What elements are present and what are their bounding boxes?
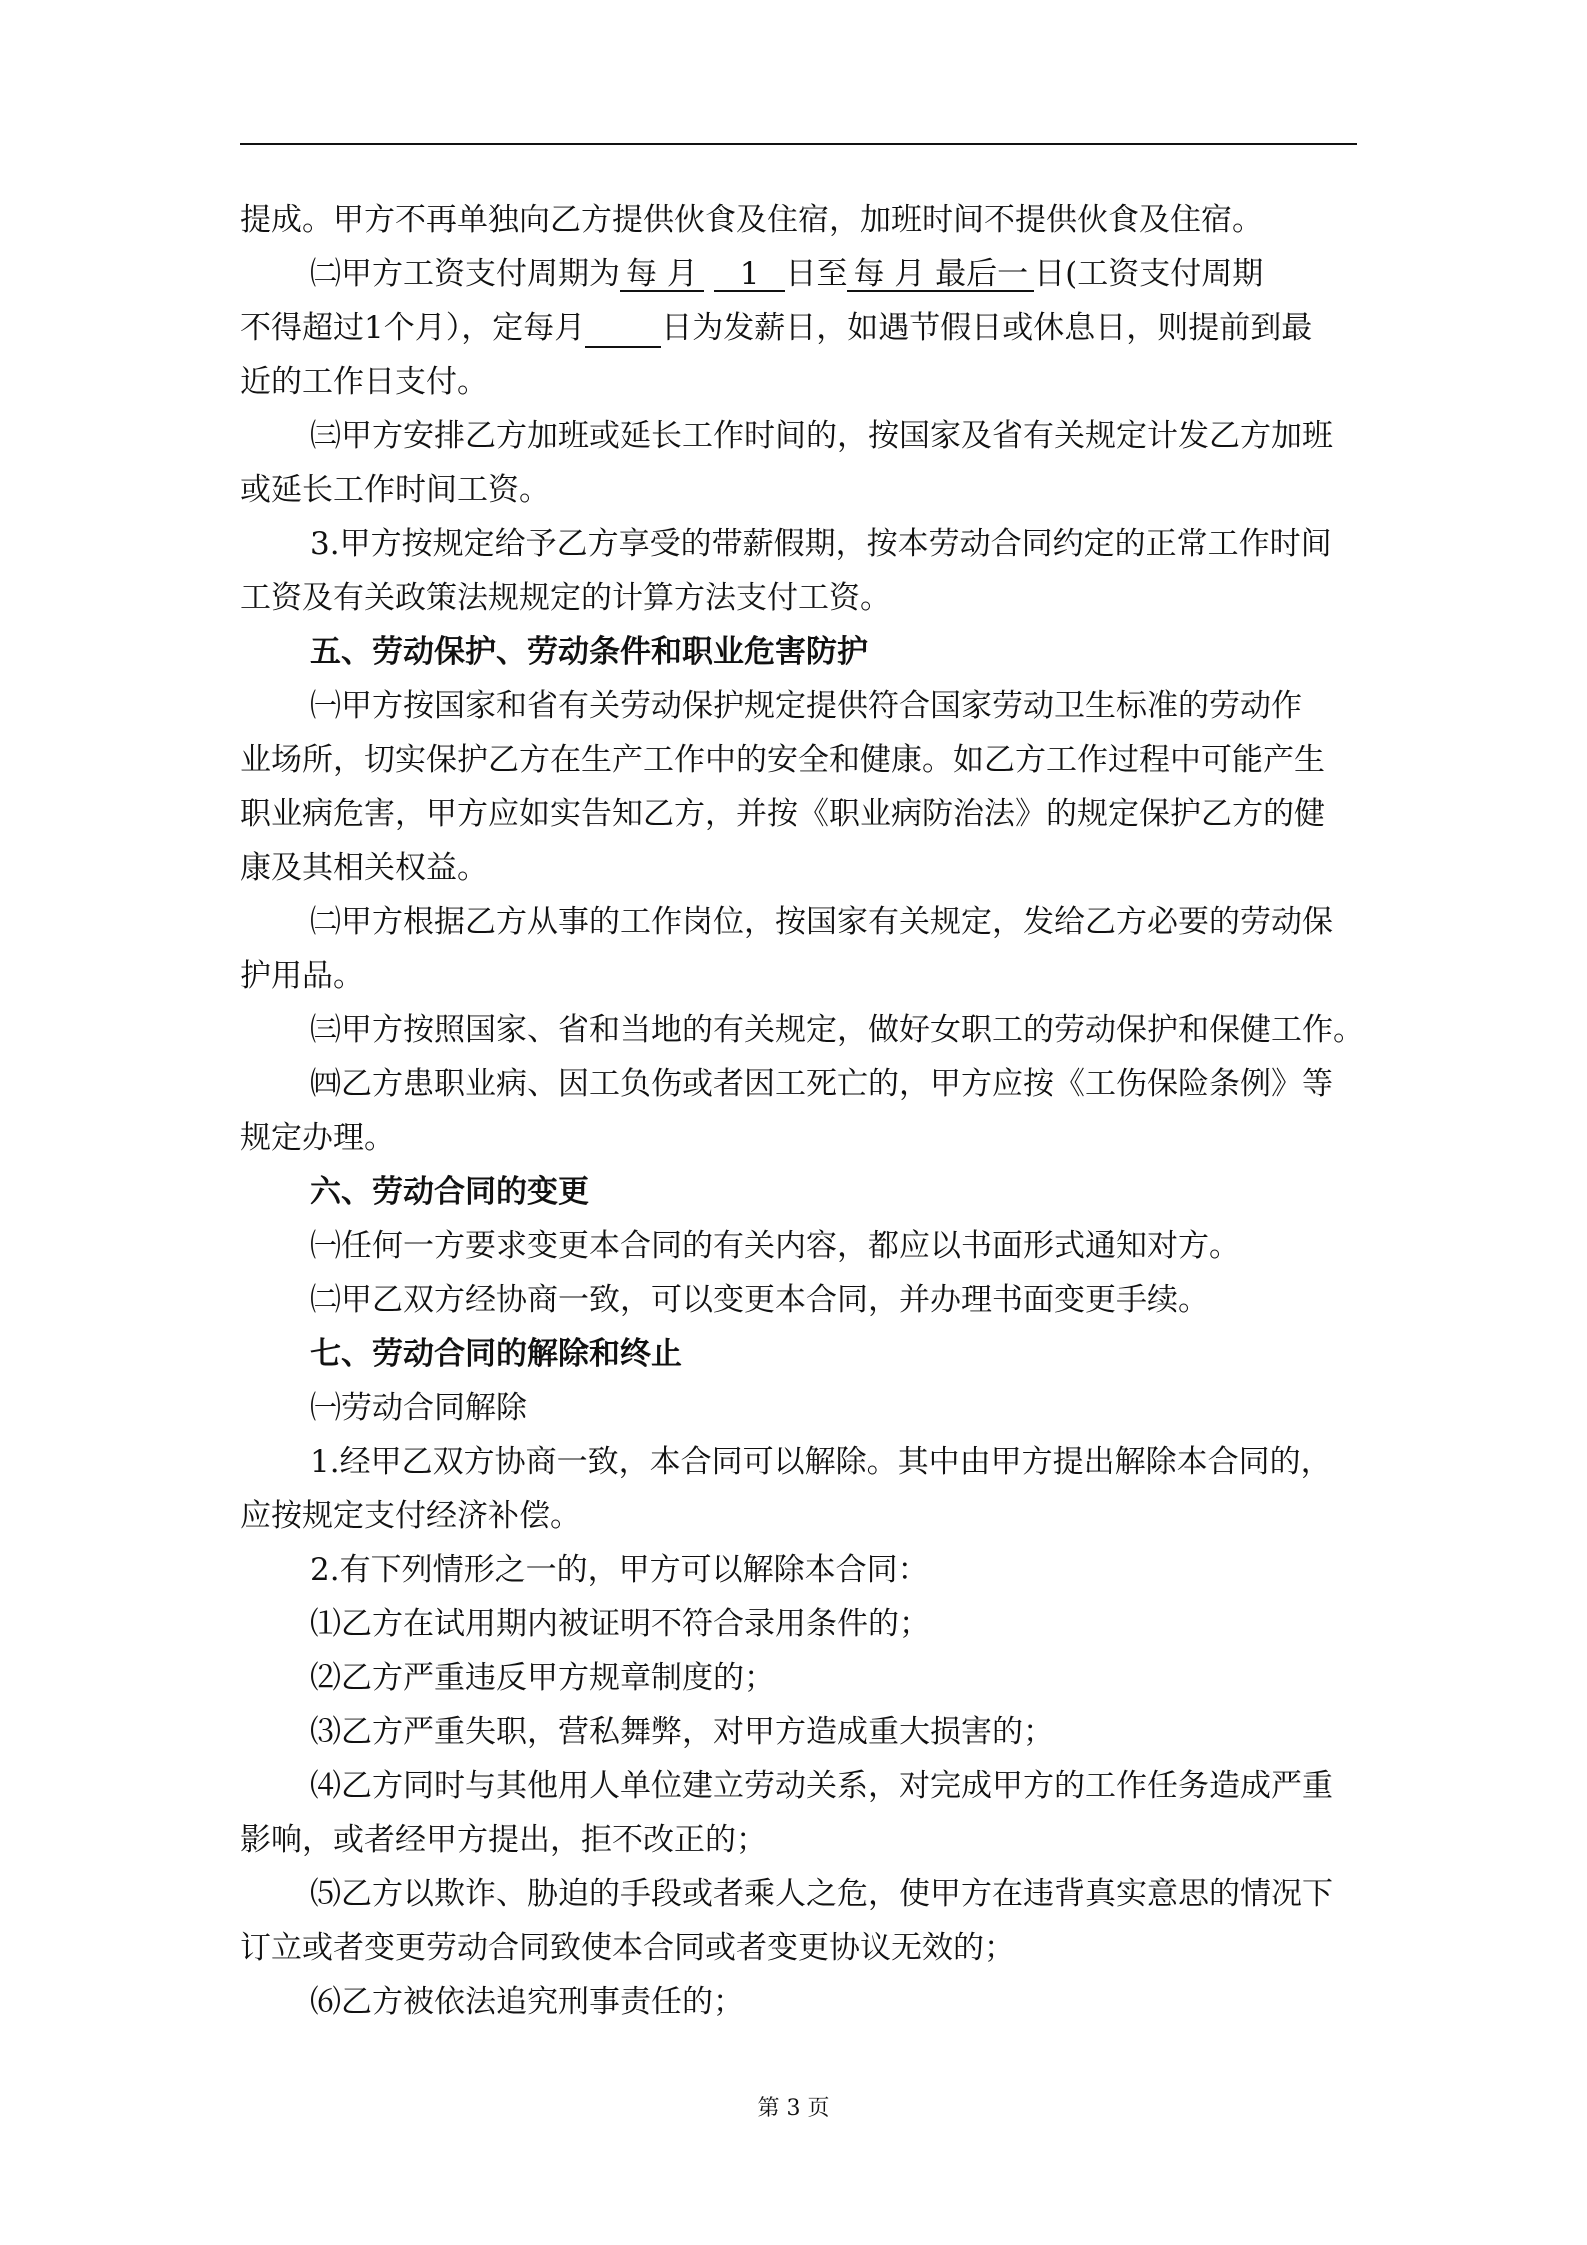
list-item: ⑸乙方以欺诈、胁迫的手段或者乘人之危，使甲方在违背真实意思的情况下	[310, 1876, 1333, 1912]
paragraph-line: 护用品。	[240, 958, 364, 994]
list-item: ⑵乙方严重违反甲方规章制度的；	[310, 1660, 775, 1696]
paragraph-line: ㈠甲方按国家和省有关劳动保护规定提供符合国家劳动卫生标准的劳动作	[310, 688, 1302, 724]
section-heading: 六、劳动合同的变更	[310, 1174, 589, 1210]
header-rule	[240, 143, 1357, 145]
text-run: ㈡甲方工资支付周期为	[310, 256, 620, 292]
paragraph-line: ㈡甲方根据乙方从事的工作岗位，按国家有关规定，发给乙方必要的劳动保	[310, 904, 1333, 940]
text-run: 日为发薪日，如遇节假日或休息日，则提前到最	[661, 310, 1313, 346]
paragraph-line: 3.甲方按规定给予乙方享受的带薪假期，按本劳动合同约定的正常工作时间	[310, 526, 1332, 562]
list-item: ⑶乙方严重失职，营私舞弊，对甲方造成重大损害的；	[310, 1714, 1054, 1750]
paragraph-line: 影响，或者经甲方提出，拒不改正的；	[240, 1822, 767, 1858]
text-run: 日至	[785, 256, 848, 292]
paragraph-line: 订立或者变更劳动合同致使本合同或者变更协议无效的；	[240, 1930, 1015, 1966]
paragraph-line: 业场所，切实保护乙方在生产工作中的安全和健康。如乙方工作过程中可能产生	[240, 742, 1325, 778]
section-heading: 七、劳动合同的解除和终止	[310, 1336, 682, 1372]
list-item: ⑷乙方同时与其他用人单位建立劳动关系，对完成甲方的工作任务造成严重	[310, 1768, 1333, 1804]
blank-field	[585, 314, 661, 348]
paragraph-line: 康及其相关权益。	[240, 850, 488, 886]
blank-field: 1	[714, 258, 786, 292]
paragraph-line: 2.有下列情形之一的，甲方可以解除本合同：	[310, 1552, 929, 1588]
blank-field: 每 月	[620, 258, 704, 292]
paragraph-line: 工资及有关政策法规规定的计算方法支付工资。	[240, 580, 891, 616]
paragraph-line: ㈢甲方按照国家、省和当地的有关规定，做好女职工的劳动保护和保健工作。	[310, 1012, 1364, 1048]
text-run: 不得超过1个月），定每月	[240, 310, 586, 346]
list-item: ⑴乙方在试用期内被证明不符合录用条件的；	[310, 1606, 930, 1642]
paragraph-line: 近的工作日支付。	[240, 364, 488, 400]
salary-period-line	[310, 254, 1263, 294]
paragraph-line: ㈣乙方患职业病、因工负伤或者因工死亡的，甲方应按《工伤保险条例》等	[310, 1066, 1333, 1102]
payday-line	[240, 308, 1312, 348]
paragraph-line: ㈠劳动合同解除	[310, 1390, 527, 1426]
text-run	[704, 256, 714, 292]
section-heading: 五、劳动保护、劳动条件和职业危害防护	[310, 634, 868, 670]
paragraph-line: 提成。甲方不再单独向乙方提供伙食及住宿，加班时间不提供伙食及住宿。	[240, 202, 1263, 238]
page-number: 第 3 页	[757, 2096, 830, 2121]
text-run: 日(工资支付周期	[1034, 256, 1264, 292]
paragraph-line: 或延长工作时间工资。	[240, 472, 550, 508]
paragraph-line: 规定办理。	[240, 1120, 395, 1156]
paragraph-line: ㈢甲方安排乙方加班或延长工作时间的，按国家及省有关规定计发乙方加班	[310, 418, 1333, 454]
paragraph-line: 应按规定支付经济补偿。	[240, 1498, 581, 1534]
paragraph-line: 职业病危害，甲方应如实告知乙方，并按《职业病防治法》的规定保护乙方的健	[240, 796, 1325, 832]
blank-field: 每 月 最后一	[847, 258, 1034, 292]
paragraph-line: ㈡甲乙双方经协商一致，可以变更本合同，并办理书面变更手续。	[310, 1282, 1209, 1318]
list-item: ⑹乙方被依法追究刑事责任的；	[310, 1984, 744, 2020]
paragraph-line: 1.经甲乙双方协商一致，本合同可以解除。其中由甲方提出解除本合同的，	[310, 1444, 1332, 1480]
paragraph-line: ㈠任何一方要求变更本合同的有关内容，都应以书面形式通知对方。	[310, 1228, 1240, 1264]
